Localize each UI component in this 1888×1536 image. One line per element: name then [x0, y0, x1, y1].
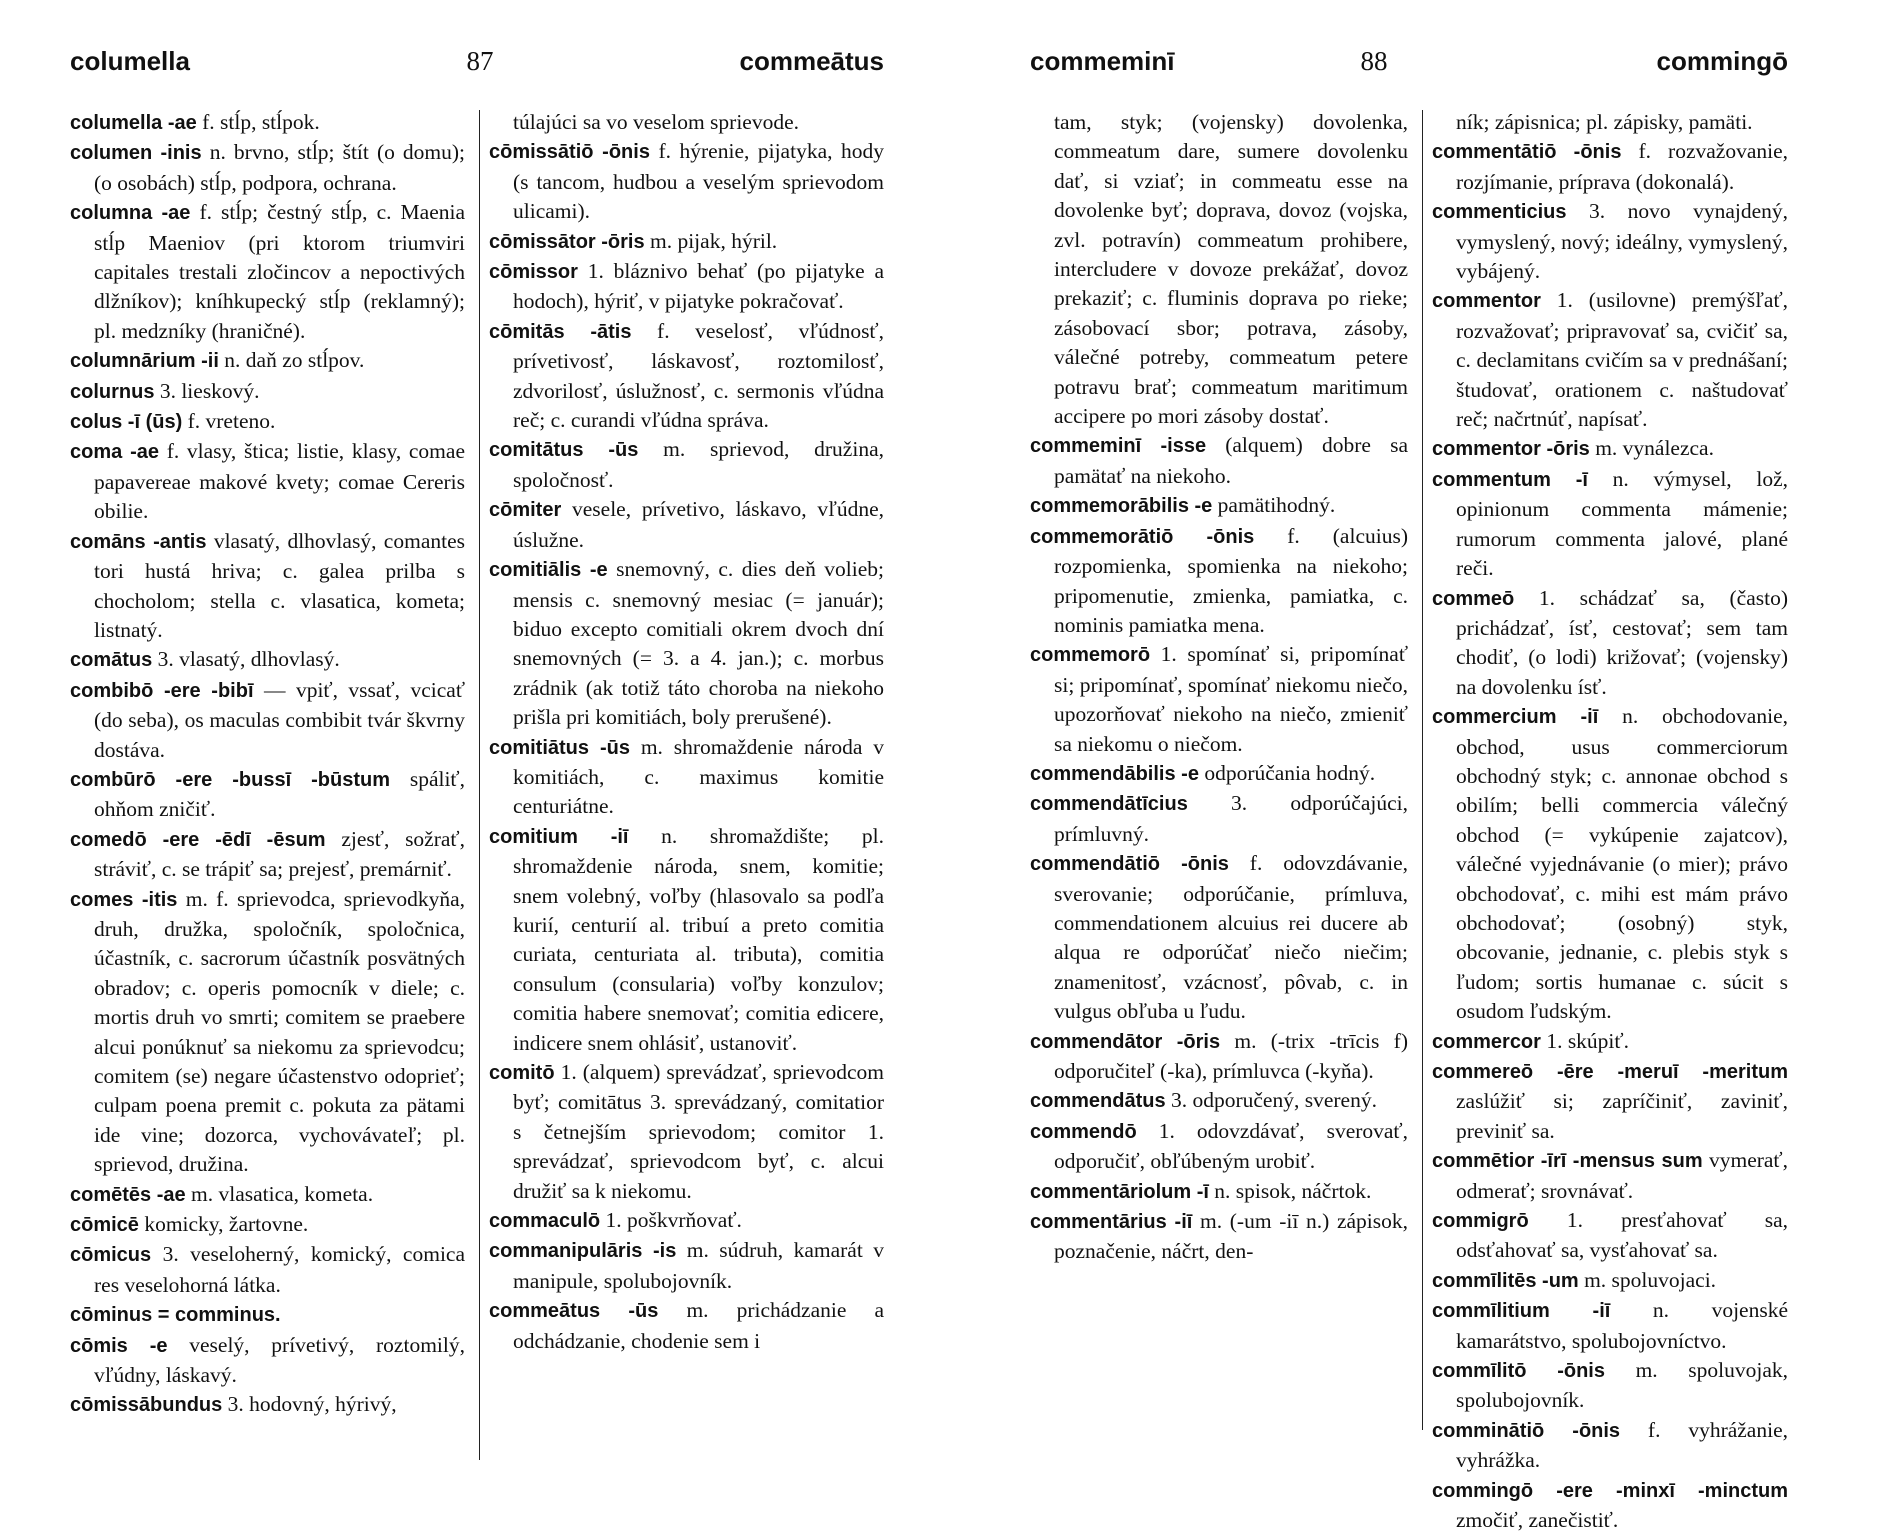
- dictionary-entry: [1030, 1207, 1408, 1267]
- headword: combūrō -ere -bussī -būstum: [70, 768, 391, 791]
- definition: 3. lieskový.: [159, 378, 260, 403]
- dictionary-entry: [1030, 789, 1408, 849]
- definition: vesele, prívetivo, láskavo, vľúdne, úslužne.: [513, 497, 885, 552]
- dictionary-entry: [1432, 702, 1788, 1026]
- definition: 3. veseloherný, komický, comica res veselohorná látka.: [94, 1242, 466, 1297]
- headword: commeō: [1432, 587, 1515, 610]
- headword: comitō: [489, 1062, 555, 1084]
- dictionary-entry: [70, 108, 465, 138]
- headword: commercor: [1432, 1030, 1541, 1053]
- dictionary-entry: [70, 1331, 465, 1391]
- page-number: 88: [1360, 46, 1388, 76]
- headword: commendātiō -ōnis: [1030, 853, 1229, 876]
- dictionary-entry: [70, 676, 465, 765]
- headword: commentum -ī: [1432, 468, 1588, 491]
- left-page: [0, 0, 944, 1500]
- dictionary-entry: [1030, 1117, 1408, 1177]
- headword: commeātus -ūs: [489, 1300, 659, 1323]
- dictionary-entry: [1432, 1476, 1788, 1536]
- dictionary-entry: [489, 733, 884, 822]
- dictionary-entry: [489, 257, 884, 317]
- definition: zjesť, sožrať, stráviť, c. se trápiť sa; prejesť, premárniť.: [94, 826, 465, 882]
- headword: commendō: [1030, 1120, 1137, 1143]
- definition: m. f. sprievodca, sprievodkyňa, druh, družka, spoločník, spoločnica, účastník, c. sacrorum účastník posvätných obradov; c. operis pomocník v diele; c. mortis druh vo smrti; comitem se praebere alcui ponúknuť sa niekomu za sprievodcu; comitem (se) negare účastenstvo odoprieť; culpam poena premit c. pokuta za pätami ide vine; dozorca, vychovávateľ; pl. sprievod, družina.: [94, 886, 465, 1177]
- dictionary-entry: [1432, 1266, 1788, 1296]
- definition: veselý, prívetivý, roztomilý, vľúdny, láskavý.: [94, 1332, 465, 1388]
- headword: commentor -ōris: [1432, 438, 1590, 461]
- dictionary-entry: [1030, 522, 1408, 641]
- definition: m. shromaždenie národa v komitiách, c. maximus komitie centuriátne.: [513, 734, 884, 819]
- column-divider: [479, 110, 480, 1460]
- headword: commentātiō -ōnis: [1432, 141, 1622, 164]
- definition: 1. odovzdávať, sverovať, odporučiť, obľúbeným urobiť.: [1054, 1118, 1408, 1174]
- definition: komicky, žartovne.: [144, 1212, 309, 1237]
- dictionary-entry: [70, 1210, 465, 1240]
- definition: vlasatý, dlhovlasý, comantes tori hustá hriva; c. galea prilba s chocholom; stella c. vlasatica, kometa; listnatý.: [94, 528, 465, 642]
- running-head-right: commingō: [1656, 46, 1788, 76]
- right-page-column-1: [1030, 108, 1408, 1267]
- definition: tam, styk; (vojensky) dovolenka, commeatum dare, sumere dovolenku dať, si vziať; in commeatu esse na dovolenke byť; doprava, dovoz (vojska, zvl. potravín) commeatum prohibere, intercludere v dovoze prekážať, dovoz prekaziť; c. fluminis doprava po rieke; zásobovací sbor; potrava, zásoby, válečné potreby, commeatum petere potravu brať; commeatum maritimum accipere po mori zásoby dostať.: [1054, 110, 1408, 429]
- definition: f. stĺp, stĺpok.: [202, 110, 320, 134]
- definition: n. daň zo stĺpov.: [224, 348, 365, 373]
- headword: columnārium -ii: [70, 350, 219, 373]
- definition: 1. poškvrňovať.: [605, 1208, 742, 1233]
- headword: comes -itis: [70, 888, 178, 911]
- definition: zaslúžiť si; zapríčiniť, zaviniť, previniť sa.: [1456, 1089, 1788, 1143]
- dictionary-entry: [70, 645, 465, 675]
- dictionary-entry: [70, 1180, 465, 1210]
- dictionary-entry: [70, 198, 465, 346]
- headword: comitiālis -e: [489, 559, 608, 582]
- headword: commemorābilis -e: [1030, 495, 1213, 518]
- dictionary-entry: [489, 495, 884, 555]
- dictionary-entry: [489, 1058, 884, 1206]
- dictionary-entry: [1432, 1206, 1788, 1266]
- definition: zmočiť, zanečistiť.: [1456, 1508, 1619, 1533]
- definition: n. shromaždište; pl. shromaždenie národa, snem, komitie; snem volebný, voľby (hlasovalo sa podľa kurií, centurií al. tribuí a preto comitia curiata, centuriata al. tributa), comitia consulum (consularia) voľby konzulov; comitia habere snemovať; comitia edicere, indicere snem ohlásiť, ustanoviť.: [513, 823, 884, 1055]
- dictionary-entry: [70, 765, 465, 825]
- headword: cōmitās -ātis: [489, 320, 632, 343]
- definition: 1. spomínať si, pripomínať si; pripomínať, spomínať niekomu niečo, upozorňovať niekoho na niečo, zmieniť sa niekomu o niečom.: [1054, 642, 1408, 756]
- dictionary-entry: [1030, 431, 1408, 491]
- dictionary-entry: [1030, 1177, 1408, 1207]
- headword: cōmicus: [70, 1244, 152, 1267]
- headword: commētior -īrī -mensus sum: [1432, 1150, 1703, 1173]
- page-number: 87: [466, 46, 494, 76]
- definition: n. spisok, náčrtok.: [1214, 1178, 1372, 1203]
- headword: commeminī -isse: [1030, 435, 1207, 458]
- definition: m. pijak, hýril.: [649, 228, 778, 253]
- headword: commigrō: [1432, 1210, 1529, 1233]
- headword: commaculō: [489, 1210, 601, 1233]
- dictionary-entry: [70, 825, 465, 885]
- definition: túlajúci sa vo veselom sprievode.: [513, 110, 799, 134]
- headword: coma -ae: [70, 441, 160, 464]
- dictionary-entry: [70, 1240, 465, 1300]
- headword: commīlitō -ōnis: [1432, 1360, 1605, 1383]
- dictionary-entry: [1432, 108, 1788, 137]
- headword: commemorō: [1030, 644, 1151, 667]
- headword: commentārius -iī: [1030, 1211, 1193, 1234]
- dictionary-entry: [70, 377, 465, 407]
- dictionary-entry: [1030, 108, 1408, 431]
- headword: commīlitēs -um: [1432, 1269, 1579, 1292]
- definition: f. (alcuius) rozpomienka, spomienka na niekoho; pripomenutie, zmienka, pamiatka, c. nominis pamiatka mena.: [1054, 523, 1408, 637]
- headword: commingō -ere -minxī -minctum: [1432, 1479, 1788, 1502]
- dictionary-entry: [1432, 1057, 1788, 1146]
- dictionary-entry: [489, 555, 884, 732]
- headword: commendātīcius: [1030, 793, 1188, 816]
- definition: m. prichádzanie a odchádzanie, chodenie sem i: [513, 1298, 884, 1353]
- headword: commendātus: [1030, 1090, 1166, 1113]
- definition: 3. hodovný, hýrivý,: [227, 1392, 397, 1417]
- definition: f. veselosť, vľúdnosť, prívetivosť, láskavosť, roztomilosť, zdvorilosť, úslužnosť, c. sermonis vľúdna reč; c. curandi vľúdna správa.: [513, 318, 884, 433]
- column-divider: [1422, 110, 1423, 1430]
- dictionary-entry: [1432, 1027, 1788, 1057]
- headword: commenticius: [1432, 201, 1567, 224]
- headword: commereō -ēre -meruī -meritum: [1432, 1061, 1788, 1083]
- definition: (alquem) dobre sa pamätať na niekoho.: [1054, 433, 1408, 488]
- headword: cōmiter: [489, 499, 562, 522]
- definition: 1. bláznivo behať (po pijatyke a hodoch), hýriť, v pijatyke pokračovať.: [513, 259, 884, 314]
- dictionary-entry: [1432, 434, 1788, 464]
- headword: cōmissor: [489, 261, 578, 284]
- headword: comedō -ere -ēdī -ēsum: [70, 828, 326, 851]
- headword: cōmissātiō -ōnis: [489, 141, 650, 164]
- headword: cōmicē: [70, 1214, 139, 1237]
- dictionary-entry: [1432, 584, 1788, 703]
- headword: commanipulāris -is: [489, 1240, 677, 1263]
- dictionary-entry: [1030, 1086, 1408, 1116]
- dictionary-entry: [1432, 1296, 1788, 1356]
- headword: comitiātus -ūs: [489, 736, 631, 759]
- headword: columen -inis: [70, 142, 202, 165]
- headword: colurnus: [70, 380, 155, 403]
- definition: m. súdruh, kamarát v manipule, spolubojovník.: [513, 1238, 884, 1293]
- headword: commendābilis -e: [1030, 762, 1199, 785]
- dictionary-entry: [489, 227, 884, 257]
- definition: m. vynálezca.: [1595, 436, 1714, 461]
- dictionary-entry: [1030, 1027, 1408, 1087]
- definition: n. vojenské kamarátstvo, spolubojovníctvo.: [1456, 1298, 1788, 1353]
- headword: commentāriolum -ī: [1030, 1180, 1209, 1203]
- definition: 3. odporučený, sverený.: [1170, 1088, 1377, 1113]
- definition: f. vlasy, štica; listie, klasy, comae papavereae makové kvety; comae Cereris obilie.: [94, 439, 465, 524]
- definition: 3. novo vynajdený, vymyslený, nový; ideálny, vymyslený, vybájený.: [1456, 199, 1788, 284]
- dictionary-entry: [70, 346, 465, 376]
- dictionary-entry: [489, 108, 884, 137]
- definition: m. (-um -iī n.) zápisok, poznačenie, náčrt, den-: [1054, 1209, 1408, 1264]
- definition: f. stĺp; čestný stĺp, c. Maenia stĺp Maeniov (pri ktorom triumviri capitales trestali zločincov a nepoctivých dlžníkov); kníhkupecký stĺp (reklamný); pl. medzníky (hraničné).: [94, 200, 466, 343]
- dictionary-entry: [489, 435, 884, 495]
- headword: colus -ī (ūs): [70, 411, 183, 434]
- headword: cōmissābundus: [70, 1394, 223, 1417]
- dictionary-entry: [489, 137, 884, 226]
- dictionary-entry: [1432, 286, 1788, 434]
- dictionary-entry: [70, 1390, 465, 1420]
- headword: commīlitium -iī: [1432, 1300, 1611, 1323]
- definition: f. odovzdávanie, sverovanie; odporúčanie, prímluva, commendationem alcuius rei ducere ab alqua re odporúčať niečo niečim; znamenitosť, vzácnosť, pôvab, c. in vulgus obľuba u ľudu.: [1054, 851, 1409, 1024]
- headword: commentor: [1432, 290, 1541, 313]
- definition: f. rozvažovanie, rozjímanie, príprava (dokonalá).: [1456, 139, 1789, 194]
- headword: columella -ae: [70, 112, 197, 134]
- headword: combibō -ere -bibī: [70, 679, 254, 702]
- headword: cōmissātor -ōris: [489, 230, 645, 253]
- definition: n. obchodovanie, obchod, usus commerciorum obchodný styk; c. annonae obchod s obilím; belli commercia válečný obchod (= vykúpenie zajatcov), válečné vyjednávanie (o mier); právo obchodovať, c. mihi est mám právo obchodovať; (osobný) styk, obcovanie, jednanie, c. plebis styk s ľudom; sortis humanae c. súcit s osudom ľudským.: [1456, 704, 1788, 1024]
- definition: m. vlasatica, kometa.: [191, 1181, 374, 1206]
- definition: vymerať, odmerať; srovnávať.: [1456, 1148, 1788, 1203]
- headword: columna -ae: [70, 202, 191, 225]
- definition: f. hýrenie, pijatyka, hody (s tancom, hudbou a veselým sprievodom ulicami).: [513, 139, 885, 224]
- definition: 1. schádzať sa, (často) prichádzať, ísť, cestovať; sem tam chodiť, (o lodi) križovať; (vojensky) na dovolenku ísť.: [1456, 585, 1788, 699]
- right-page-column-2: [1432, 108, 1788, 1536]
- definition: 3. odporúčajúci, prímluvný.: [1054, 791, 1408, 846]
- headword: cōminus = comminus.: [70, 1304, 281, 1327]
- definition: f. vreteno.: [187, 409, 276, 434]
- headword: comitium -iī: [489, 825, 629, 848]
- running-head-left: commeminī: [1030, 46, 1175, 76]
- definition: 1. skúpiť.: [1546, 1028, 1629, 1053]
- left-page-column-1: [70, 108, 465, 1421]
- definition: n. brvno, stĺp; štít (o domu); (o osobách) stĺp, podpora, ochrana.: [94, 140, 466, 195]
- headword: comāns -antis: [70, 530, 207, 553]
- dictionary-entry: [489, 1296, 884, 1356]
- dictionary-entry: [1432, 1146, 1788, 1206]
- definition: ník; zápisnica; pl. zápisky, pamäti.: [1456, 110, 1753, 134]
- definition: m. spoluvojaci.: [1584, 1267, 1717, 1292]
- dictionary-entry: [70, 1300, 465, 1330]
- definition: 1. (usilovne) premýšľať, rozvažovať; pripravovať sa, cvičiť sa, c. declamitans cvičím sa v prednášaní; študovať, orationem c. naštudovať reč; načrtnúť, napísať.: [1456, 288, 1788, 432]
- dictionary-entry: [489, 822, 884, 1058]
- dictionary-entry: [1030, 759, 1408, 789]
- headword: commemorātiō -ōnis: [1030, 525, 1255, 548]
- dictionary-entry: [1432, 137, 1788, 197]
- dictionary-entry: [489, 317, 884, 436]
- headword: comātus: [70, 649, 153, 672]
- left-page-column-2: [489, 108, 884, 1356]
- definition: f. vyhrážanie, vyhrážka.: [1456, 1417, 1788, 1473]
- definition: 1. presťahovať sa, odsťahovať sa, vysťahovať sa.: [1456, 1208, 1788, 1263]
- running-head-right: commeātus: [739, 46, 884, 76]
- headword: comminātiō -ōnis: [1432, 1419, 1621, 1442]
- dictionary-entry: [70, 138, 465, 198]
- dictionary-entry: [1432, 1356, 1788, 1416]
- dictionary-entry: [70, 407, 465, 437]
- headword: comētēs -ae: [70, 1183, 186, 1206]
- definition: snemovný, c. dies deň volieb; mensis c. snemovný mesiac (= január); biduo excepto comitiali okrem dvoch dní snemovných (= 3. a 4. jan.); c. morbus zrádnik (ak totiž táto choroba na niekoho prišla pri komitiách, boly prerušené).: [513, 557, 884, 730]
- definition: spáliť, ohňom zničiť.: [94, 766, 465, 822]
- dictionary-entry: [70, 885, 465, 1180]
- dictionary-entry: [70, 527, 465, 646]
- definition: m. spoluvojak, spolubojovník.: [1456, 1358, 1788, 1413]
- definition: — vpiť, vssať, vcicať (do seba), os maculas combibit tvár škvrny dostáva.: [94, 677, 466, 762]
- dictionary-entry: [70, 437, 465, 526]
- definition: m. (-trix -trīcis f) odporučiteľ (-ka), prímluvca (-kyňa).: [1054, 1028, 1408, 1083]
- right-page: [944, 0, 1888, 1533]
- headword: commercium -iī: [1432, 706, 1599, 729]
- dictionary-entry: [1432, 465, 1788, 584]
- definition: 3. vlasatý, dlhovlasý.: [157, 647, 340, 672]
- headword: comitātus -ūs: [489, 439, 639, 462]
- dictionary-entry: [489, 1236, 884, 1296]
- headword: cōmis -e: [70, 1334, 168, 1357]
- definition: n. výmysel, lož, opinionum commenta mámenie; rumorum commenta jalové, plané reči.: [1456, 466, 1788, 581]
- dictionary-entry: [1030, 491, 1408, 521]
- definition: odporúčania hodný.: [1204, 760, 1376, 785]
- definition: 1. (alquem) sprevádzať, sprievodcom byť; comitātus 3. sprevádzaný, comitatior s četnejším sprievodom; comitor 1. sprevádzať, sprievodcom byť, c. alcui družiť sa k niekomu.: [513, 1060, 885, 1203]
- running-head-left: columella: [70, 46, 190, 76]
- headword: commendātor -ōris: [1030, 1030, 1221, 1053]
- dictionary-entry: [1432, 197, 1788, 286]
- dictionary-entry: [1030, 849, 1408, 1026]
- definition: m. sprievod, družina, spoločnosť.: [513, 437, 884, 492]
- dictionary-entry: [489, 1206, 884, 1236]
- dictionary-entry: [1030, 640, 1408, 759]
- definition: pamätihodný.: [1217, 493, 1336, 518]
- dictionary-entry: [1432, 1416, 1788, 1476]
